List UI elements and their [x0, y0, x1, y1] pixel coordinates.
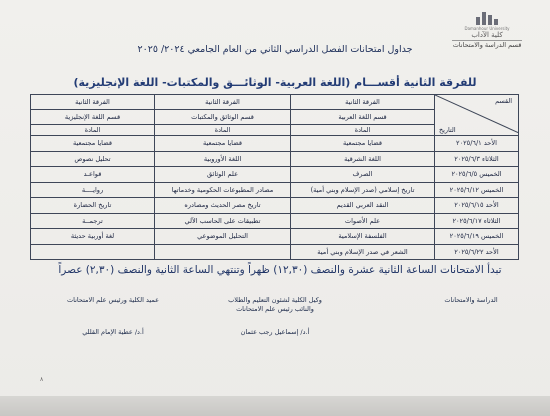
table-header-row: [31, 95, 519, 110]
subject-cell: [155, 244, 291, 260]
subject-cell: تاريخ الحضارة: [31, 198, 155, 214]
table-row: [31, 244, 519, 260]
subject-cell: تطبيقات على الحاسب الآلي: [155, 213, 291, 229]
subject-label: المادة: [155, 125, 291, 136]
signature-name: أ.د/ عطية الإمام القللي: [82, 328, 144, 336]
column-header-line2: قسم اللغة الإنجليزية: [31, 110, 155, 125]
subject-cell: تاريخ مصر الحديث ومصادره: [155, 198, 291, 214]
exam-date: الخميس ٢٠٢٥/٦/١٢: [435, 182, 519, 198]
signature-title: وكيل الكلية لشئون التعليم والطلاب: [228, 296, 322, 304]
exam-date: الثلاثاء ٢٠٢٥/٦/٣: [435, 151, 519, 167]
exam-date: الخميس ٢٠٢٥/٦/٥: [435, 167, 519, 183]
schedule-title: جداول امتحانات الفصل الدراسي الثاني من العام الجامعي ٢٠٢٤/ ٢٠٢٥: [137, 44, 413, 55]
column-header-line1: الفرقة الثانية: [155, 95, 291, 110]
signature-name: أ.د/ إسماعيل رجب عثمان: [240, 328, 310, 336]
schedule-subtitle: للفرقة الثانية أقســـام (اللغة العربية- الوثائـــق والمكتبات- اللغة الإنجليزية): [73, 76, 477, 89]
subject-cell: قضايا مجتمعية: [291, 136, 435, 152]
subject-cell: [31, 244, 155, 260]
table-row: [31, 151, 519, 167]
table-row: [31, 198, 519, 214]
subject-cell: اللغة الشرقية: [291, 151, 435, 167]
column-header-line2: قسم اللغة العربية: [291, 110, 435, 125]
subject-cell: لغة أوربية حديثة: [31, 229, 155, 245]
exam-date: الأحد ٢٠٢٥/٦/٢٢: [435, 244, 519, 260]
exam-date: الأحد ٢٠٢٥/٦/١٥: [435, 198, 519, 214]
subject-cell: مصادر المطبوعات الحكومية وخدماتها: [155, 182, 291, 198]
subject-cell: تحليل نصوص: [31, 151, 155, 167]
page-bottom-fold: [0, 396, 550, 416]
exam-date: الأحد ٢٠٢٥/٦/١: [435, 136, 519, 152]
table-row: [31, 229, 519, 245]
column-header-line1: الفرقة الثانية: [291, 95, 435, 110]
exam-date: الثلاثاء ٢٠٢٥/٦/١٧: [435, 213, 519, 229]
subject-cell: الفلسفة الإسلامية: [291, 229, 435, 245]
table-row: [31, 182, 519, 198]
table-corner-cell: [435, 95, 519, 136]
signature-vice-dean: [200, 296, 350, 337]
subject-cell: قضايا مجتمعية: [155, 136, 291, 152]
table-row: [31, 136, 519, 152]
subject-cell: الصرف: [291, 167, 435, 183]
subject-cell: الشعر في صدر الإسلام وبني أمية: [291, 244, 435, 260]
subject-cell: علم الوثائق: [155, 167, 291, 183]
exam-date: الخميس ٢٠٢٥/٦/١٩: [435, 229, 519, 245]
subject-cell: قواعـد: [31, 167, 155, 183]
column-header-line2: قسم الوثائق والمكتبات: [155, 110, 291, 125]
subject-cell: اللغة الأوروبية: [155, 151, 291, 167]
page-number: ٨: [40, 376, 44, 383]
subject-cell: تاريخ إسلامي (صدر الإسلام وبني أمية): [291, 182, 435, 198]
exam-schedule-table: [30, 94, 519, 260]
subject-cell: قضايا مجتمعية: [31, 136, 155, 152]
subject-label: المادة: [31, 125, 155, 136]
table-row: [31, 213, 519, 229]
signature-title: الدراسة والامتحانات: [444, 296, 498, 304]
signature-title: والنائب رئيس علم الامتحانات: [236, 305, 314, 313]
subject-cell: التحليل الموضوعي: [155, 229, 291, 245]
university-logo-icon: [474, 12, 500, 25]
subject-cell: النقد العربي القديم: [291, 198, 435, 214]
subject-cell: روايــــة: [31, 182, 155, 198]
university-name-en: Damanhour University: [464, 26, 510, 31]
subject-cell: علم الأصوات: [291, 213, 435, 229]
signature-dean: [48, 296, 178, 337]
department-name: قسم الدراسة والامتحانات: [452, 41, 522, 49]
subject-label: المادة: [291, 125, 435, 136]
exam-time-note: تبدأ الامتحانات الساعة الثانية عشرة والنصف (١٢,٣٠) ظهراً وتنتهي الساعة الثانية والنصف (٢,٣٠) عصراً: [58, 264, 502, 276]
table-row: [31, 167, 519, 183]
college-name: كلية الآداب: [471, 31, 503, 39]
corner-division-label: القسم: [495, 97, 512, 105]
signature-title: عميد الكلية ورئيس علم الامتحانات: [67, 296, 159, 304]
signature-exams-office: [426, 296, 516, 305]
subject-cell: ترجمــة: [31, 213, 155, 229]
column-header-line1: الفرقة الثانية: [31, 95, 155, 110]
corner-date-label: التاريخ: [439, 126, 456, 134]
